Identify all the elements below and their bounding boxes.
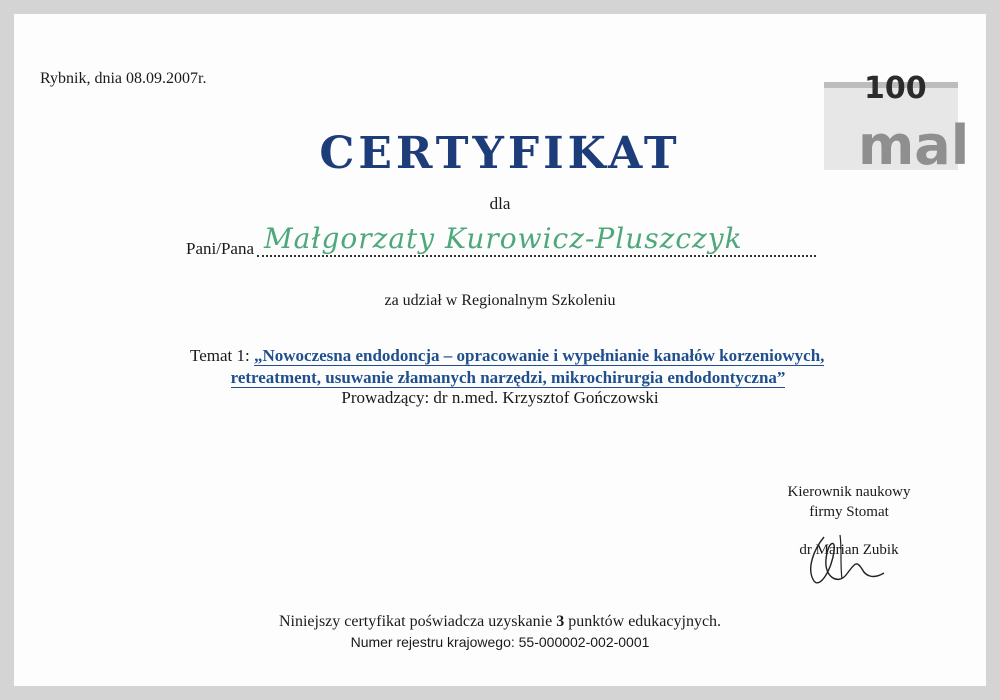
topic-line-1 [190, 346, 830, 366]
for-label: dla [489, 194, 511, 213]
topic-line-2 [228, 368, 788, 388]
recipient-row [186, 222, 816, 261]
handwritten-signature [784, 529, 904, 589]
registry-number: Numer rejestru krajowego: 55-000002-002-0001 [350, 634, 650, 650]
signatory-role-1: Kierownik naukowy [787, 484, 911, 500]
footer-points: 3 [556, 613, 565, 630]
topic-label: Temat 1: [190, 346, 250, 365]
lecturer: Prowadzący: dr n.med. Krzysztof Gończowski [341, 388, 659, 407]
topic-title-part-2: retreatment, usuwanie złamanych narzędzi, mikrochirurgia endodontyczna” [230, 368, 786, 387]
place-date: Rybnik, dnia 08.09.2007r. [40, 70, 207, 87]
signatory-role-2: firmy Stomat [809, 504, 889, 520]
footer-points-line [14, 612, 986, 632]
logo-number: 100 [864, 71, 927, 106]
recipient-label: Pani/Pana [186, 239, 254, 258]
signatory-name: dr Marian Zubik [799, 542, 899, 558]
footer-text-pre: Niniejszy certyfikat poświadcza uzyskanie [278, 613, 557, 630]
topic-title-part-1: „Nowoczesna endodoncja – opracowanie i wypełnianie kanałów korzeniowych, [253, 346, 825, 365]
certificate-page [14, 14, 986, 686]
footer [14, 612, 986, 652]
recipient-name: Małgorzaty Kurowicz-Pluszczyk [264, 222, 743, 255]
dotted-line [257, 255, 816, 257]
certificate-title: CERTYFIKAT [319, 128, 681, 179]
logo-text: mal [858, 114, 970, 177]
participation-text: za udział w Regionalnym Szkoleniu [384, 292, 616, 309]
footer-text-post: punktów edukacyjnych. [564, 613, 722, 630]
